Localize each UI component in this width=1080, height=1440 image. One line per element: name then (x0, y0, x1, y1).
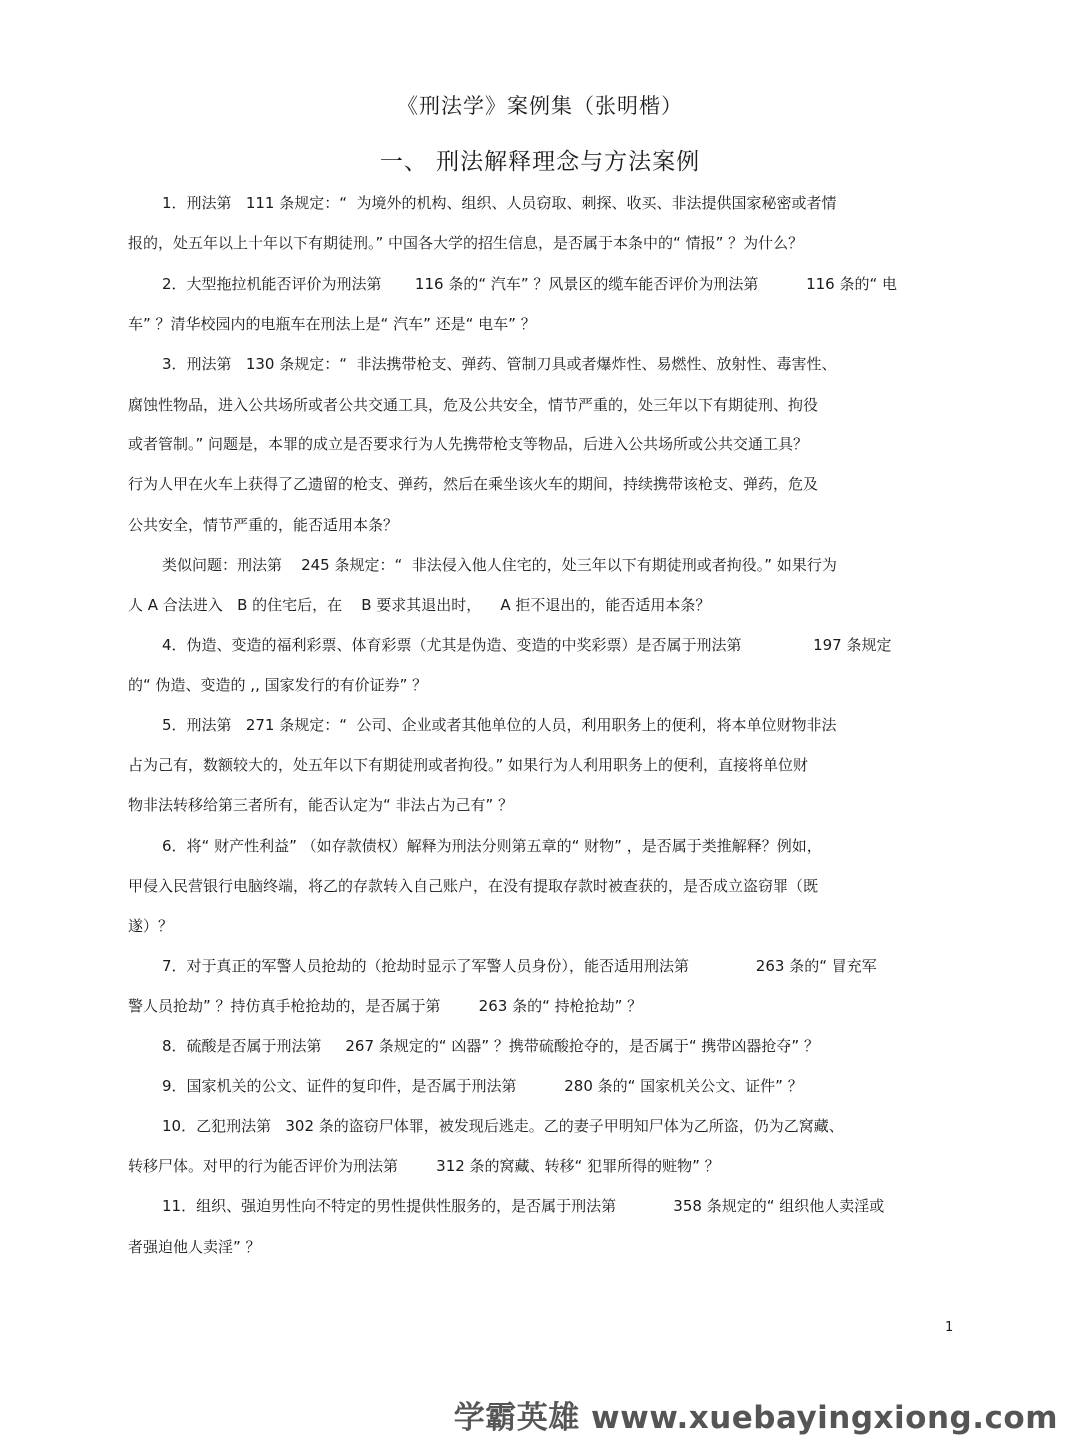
text-line: 物非法转移给第三者所有，能否认定为“ 非法占为己有” ？ (128, 796, 514, 814)
text-line: 转移尸体。对甲的行为能否评价为刑法第 312 条的窝藏、转移“ 犯罪所得的赃物” ？ (128, 1157, 720, 1175)
text-line: 的“ 伪造、变造的 ,, 国家发行的有价证券” ？ (128, 676, 428, 694)
section-title: 一、 刑法解释理念与方法案例 (379, 149, 701, 175)
text-line: 7．对于真正的军警人员抢劫的（抢劫时显示了军警人员身份），能否适用刑法第 263 条的“ 冒充军 (162, 957, 877, 975)
text-line: 警人员抢劫” ？持仿真手枪抢劫的，是否属于第 263 条的“ 持枪抢劫” ？ (128, 997, 643, 1015)
text-line: 3．刑法第 130 条规定：“ 非法携带枪支、弹药、管制刀具或者爆炸性、易燃性、放射性、毒害性、 (162, 355, 837, 373)
page-number: 1 (945, 1320, 954, 1335)
text-line: 5．刑法第 271 条规定：“ 公司、企业或者其他单位的人员，利用职务上的便利，将本单位财物非法 (162, 716, 837, 734)
text-line: 车” ？清华校园内的电瓶车在刑法上是“ 汽车” 还是“ 电车” ？ (128, 315, 536, 333)
text-line: 遂）？ (128, 917, 174, 935)
text-line: 行为人甲在火车上获得了乙遗留的枪支、弹药，然后在乘坐该火车的期间，持续携带该枪支、弹药，危及 (128, 475, 819, 493)
text-line: 报的，处五年以上十年以下有期徒刑。” 中国各大学的招生信息，是否属于本条中的“ 情报” ？为什么？ (128, 234, 804, 252)
text-line: 或者管制。” 问题是，本罪的成立是否要求行为人先携带枪支等物品，后进入公共场所或公共交通工具？ (128, 435, 809, 453)
text-line: 类似问题：刑法第 245 条规定：“ 非法侵入他人住宅的，处三年以下有期徒刑或者拘役。” 如果行为 (162, 556, 837, 574)
text-line: 占为己有，数额较大的，处五年以下有期徒刑或者拘役。” 如果行为人利用职务上的便利，直接将单位财 (128, 756, 809, 774)
text-line: 腐蚀性物品，进入公共场所或者公共交通工具，危及公共安全，情节严重的，处三年以下有期徒刑、拘役 (128, 396, 819, 414)
document-title: 《刑法学》案例集（张明楷） (397, 94, 683, 118)
text-line: 10．乙犯刑法第 302 条的盗窃尸体罪，被发现后逃走。乙的妻子甲明知尸体为乙所盗，仍为乙窝藏、 (162, 1117, 844, 1135)
watermark-banner (0, 1386, 1080, 1440)
text-line: 人 A 合法进入 B 的住宅后，在 B 要求其退出时， A 拒不退出的，能否适用本条？ (128, 596, 711, 614)
text-line: 1．刑法第 111 条规定：“ 为境外的机构、组织、人员窃取、刺探、收买、非法提供国家秘密或者情 (162, 194, 837, 212)
text-line: 8．硫酸是否属于刑法第 267 条规定的“ 凶器” ？携带硫酸抢夺的，是否属于“ 携带凶器抢夺” ？ (162, 1037, 819, 1055)
text-line: 者强迫他人卖淫” ？ (128, 1238, 261, 1256)
text-line: 9．国家机关的公文、证件的复印件，是否属于刑法第 280 条的“ 国家机关公文、证件” ？ (162, 1077, 803, 1095)
text-line: 11．组织、强迫男性向不特定的男性提供性服务的，是否属于刑法第 358 条规定的“ 组织他人卖淫或 (162, 1197, 885, 1215)
watermark-text: 学霸英雄 www.xuebayingxiong.com (453, 1400, 1058, 1436)
text-line: 甲侵入民营银行电脑终端，将乙的存款转入自己账户，在没有提取存款时被查获的，是否成立盗窃罪（既 (128, 877, 819, 895)
text-line: 公共安全，情节严重的，能否适用本条？ (128, 516, 399, 534)
text-line: 6．将“ 财产性利益” （如存款债权）解释为刑法分则第五章的“ 财物” ，是否属于类推解释？例如， (162, 837, 822, 855)
text-line: 2．大型拖拉机能否评价为刑法第 116 条的“ 汽车” ？风景区的缆车能否评价为刑法第 116 条的“ 电 (162, 275, 898, 293)
text-line: 4．伪造、变造的福利彩票、体育彩票（尤其是伪造、变造的中奖彩票）是否属于刑法第 197 条规定 (162, 636, 892, 654)
